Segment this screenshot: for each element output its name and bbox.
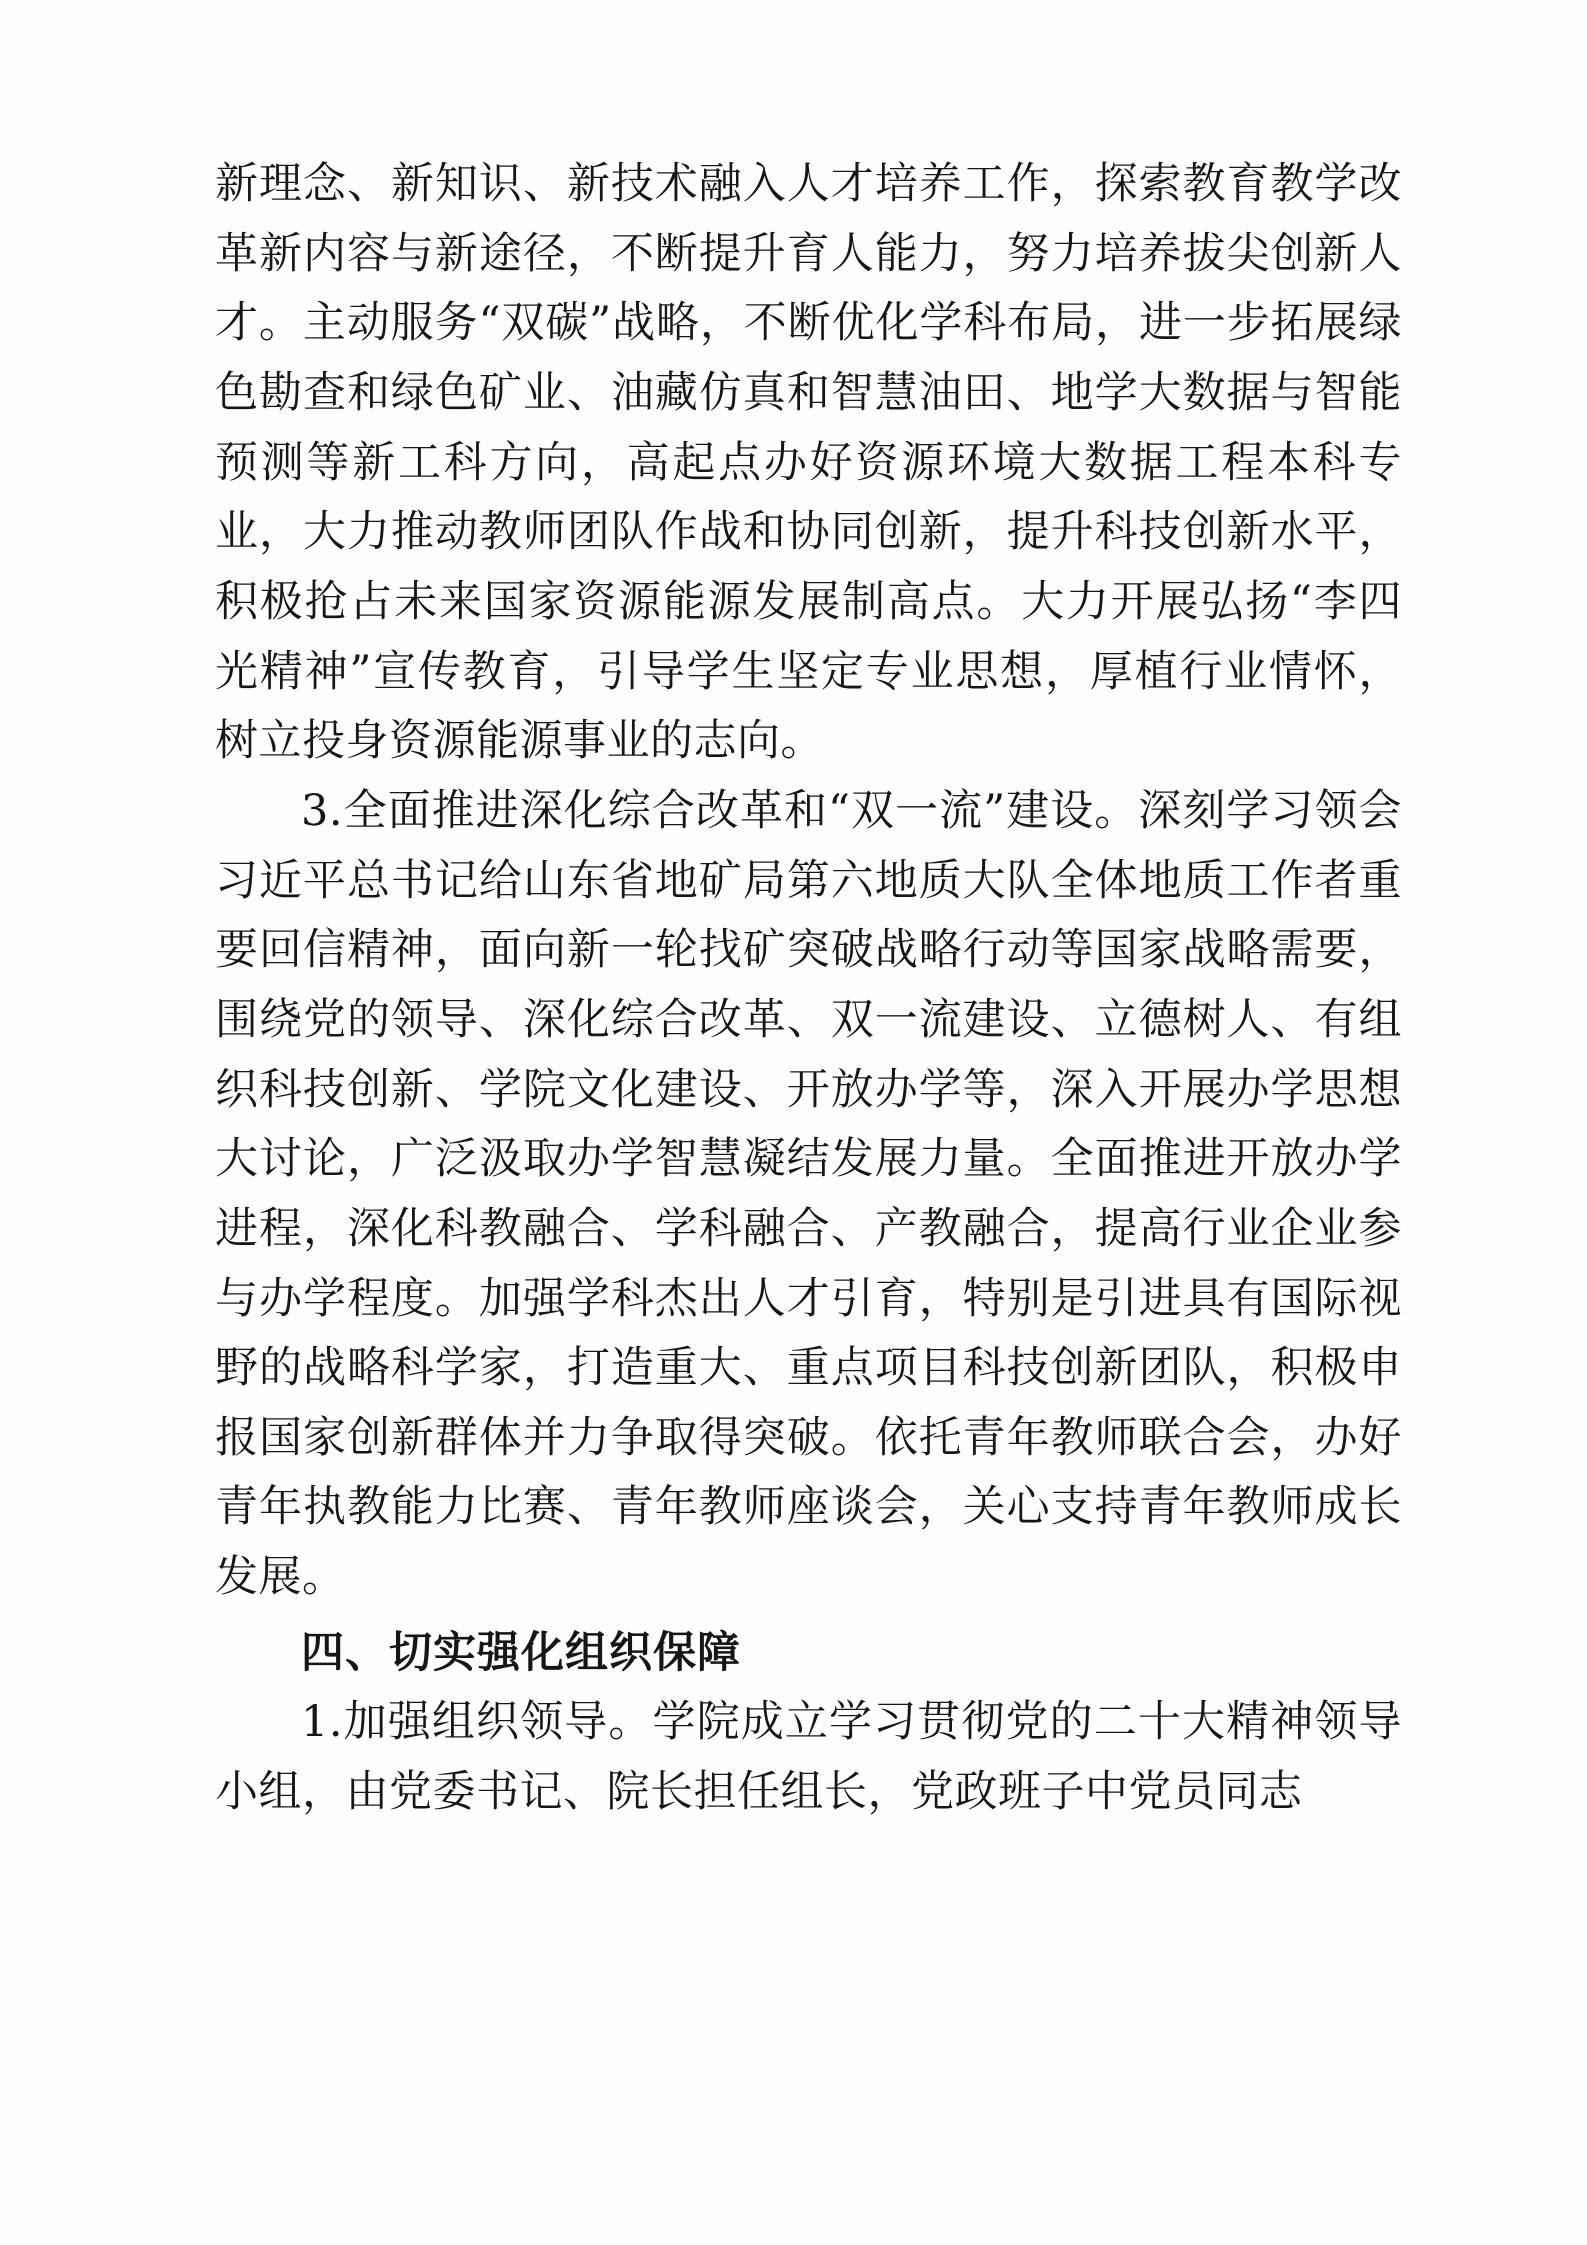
document-body <box>215 150 1402 1828</box>
paragraph-continuation: 新理念、新知识、新技术融入人才培养工作，探索教育教学改革新内容与新途径，不断提升育人能力，努力培养拔尖创新人才。主动服务“双碳”战略，不断优化学科布局，进一步拓展绿色勘查和绿色矿业、油藏仿真和智慧油田、地学大数据与智能预测等新工科方向，高起点办好资源环境大数据工程本科专业，大力推动教师团队作战和协同创新，提升科技创新水平，积极抢占未来国家资源能源发展制高点。大力开展弘扬“李四光精神”宣传教育，引导学生坚定专业思想，厚植行业情怀，树立投身资源能源事业的志向。 <box>215 159 1402 767</box>
paragraph-item-1: 1.加强组织领导。学院成立学习贯彻党的二十大精神领导小组，由党委书记、院长担任组长，党政班子中党员同志 <box>215 1697 1402 1818</box>
paragraph-item-3: 3.全面推进深化综合改革和“双一流”建设。深刻学习领会习近平总书记给山东省地矿局第六地质大队全体地质工作者重要回信精神，面向新一轮找矿突破战略行动等国家战略需要，围绕党的领导、深化综合改革、双一流建设、立德树人、有组织科技创新、学院文化建设、开放办学等，深入开展办学思想大讨论，广泛汲取办学智慧凝结发展力量。全面推进开放办学进程，深化科教融合、学科融合、产教融合，提高行业企业参与办学程度。加强学科杰出人才引育，特别是引进具有国际视野的战略科学家，打造重大、重点项目科技创新团队，积极申报国家创新群体并力争取得突破。依托青年教师联合会，办好青年执教能力比赛、青年教师座谈会，关心支持青年教师成长发展。 <box>215 785 1402 1603</box>
section-heading: 四、切实强化组织保障 <box>301 1627 741 1678</box>
